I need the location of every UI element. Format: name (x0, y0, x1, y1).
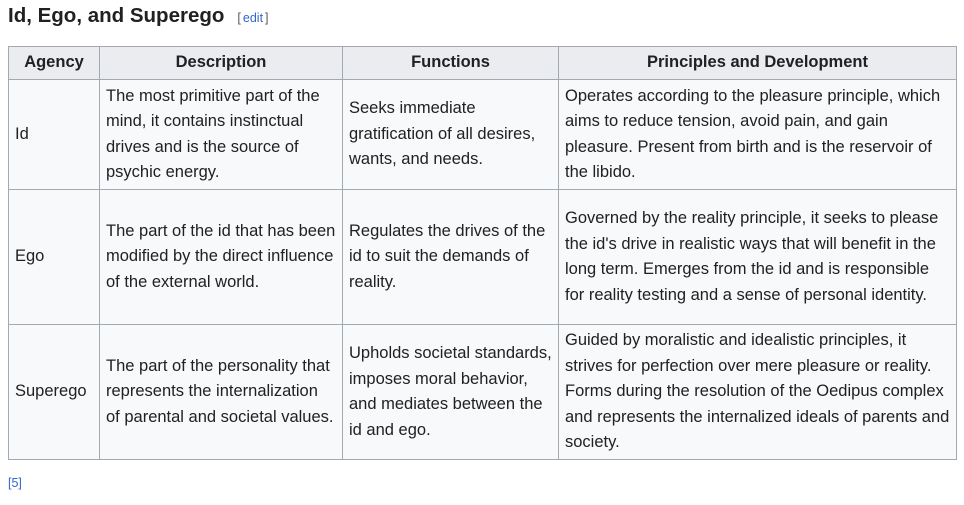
section-title: Id, Ego, and Superego (8, 4, 225, 27)
cell-functions: Seeks immediate gratification of all desires, wants, and needs. (343, 80, 559, 190)
cell-description: The part of the id that has been modified by the direct influence of the external world. (100, 190, 343, 325)
cell-description: The most primitive part of the mind, it contains instinctual drives and is the source of psychic energy. (100, 80, 343, 190)
table-header-row (9, 47, 957, 80)
header-principles: Principles and Development (559, 47, 957, 80)
cell-principles: Guided by moralistic and idealistic principles, it strives for perfection over mere pleasure or reality. Forms during the resolution of the Oedipus complex and represents the internalized ideals of parents and society. (559, 325, 957, 460)
table-row (9, 325, 957, 460)
table-row (9, 190, 957, 325)
cell-principles: Operates according to the pleasure principle, which aims to reduce tension, avoid pain, and gain pleasure. Present from birth and is the reservoir of the libido. (559, 80, 957, 190)
cell-functions: Upholds societal standards, imposes moral behavior, and mediates between the id and ego. (343, 325, 559, 460)
edit-link[interactable]: edit (242, 11, 264, 25)
edit-bracket-open: [ (237, 11, 241, 25)
edit-bracket-close: ] (265, 11, 269, 25)
header-functions: Functions (343, 47, 559, 80)
header-agency: Agency (9, 47, 100, 80)
table-row (9, 80, 957, 190)
edit-section (237, 11, 268, 25)
agency-table (8, 46, 957, 460)
reference-link[interactable]: [5] (8, 476, 22, 490)
cell-functions: Regulates the drives of the id to suit the demands of reality. (343, 190, 559, 325)
header-description: Description (100, 47, 343, 80)
cell-agency: Superego (9, 325, 100, 460)
section-heading (8, 2, 269, 30)
cell-description: The part of the personality that represents the internalization of parental and societal values. (100, 325, 343, 460)
cell-agency: Ego (9, 190, 100, 325)
cell-principles: Governed by the reality principle, it seeks to please the id's drive in realistic ways that will benefit in the long term. Emerges from the id and is responsible for reality testing and a sense of personal identity. (559, 190, 957, 325)
cell-agency: Id (9, 80, 100, 190)
